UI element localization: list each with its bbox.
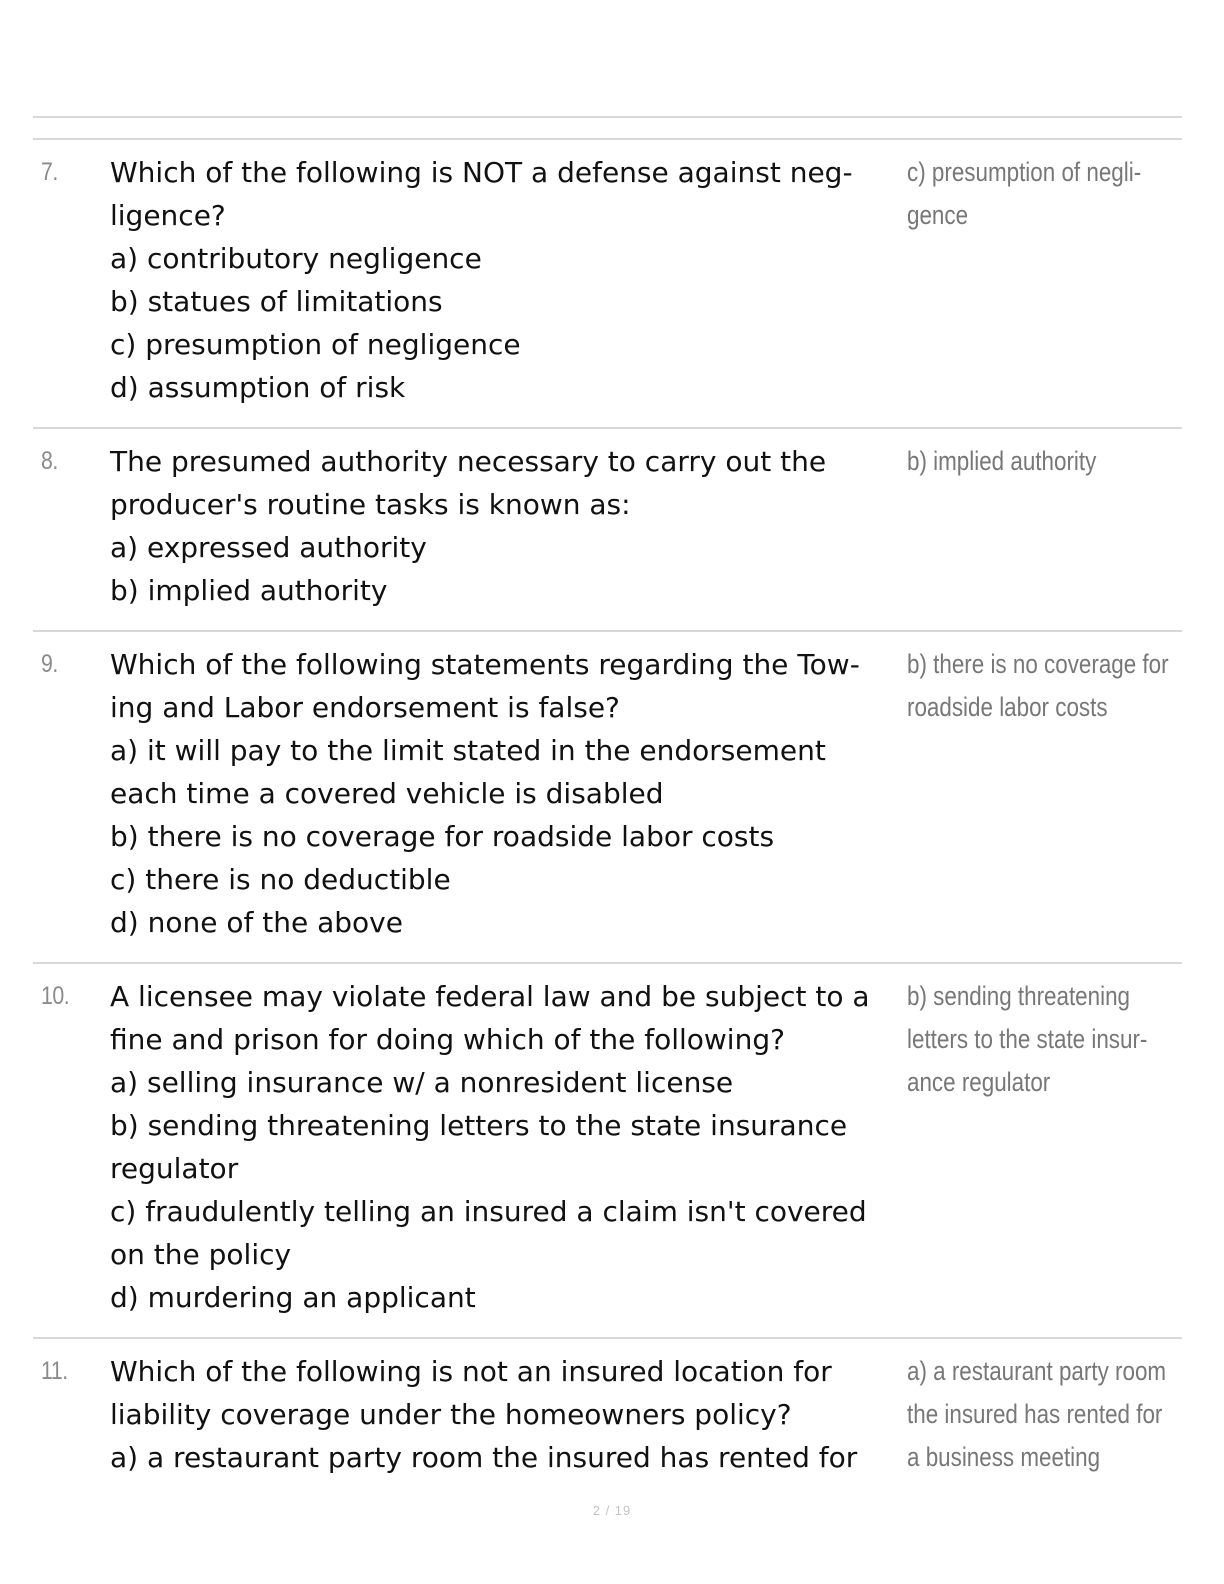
option-b: b) statues of limitations — [110, 285, 443, 318]
question-text — [110, 1350, 900, 1479]
card-number: 11. — [41, 1357, 68, 1385]
question-line: Which of the following statements regarding the Tow- — [110, 648, 860, 681]
option-c-continued: on the policy — [110, 1238, 292, 1271]
divider — [33, 427, 1182, 429]
option-a: a) a restaurant party room the insured has rented for — [110, 1441, 858, 1474]
answer-line: b) there is no coverage for — [907, 649, 1169, 679]
answer-line: gence — [907, 200, 969, 230]
answer-text — [907, 440, 1131, 483]
answer-text — [907, 643, 1169, 729]
answer-line: roadside labor costs — [907, 692, 1108, 722]
option-c: c) fraudulently telling an insured a claim isn't covered — [110, 1195, 867, 1228]
option-a-continued: each time a covered vehicle is disabled — [110, 777, 664, 810]
option-d: d) murdering an applicant — [110, 1281, 476, 1314]
question-line: ing and Labor endorsement is false? — [110, 691, 620, 724]
card-number: 9. — [41, 650, 58, 678]
option-d: d) assumption of risk — [110, 371, 406, 404]
answer-text — [907, 975, 1148, 1104]
divider — [33, 962, 1182, 964]
answer-text — [907, 1350, 1167, 1479]
question-line: Which of the following is NOT a defense against neg- — [110, 156, 853, 189]
question-text — [110, 151, 900, 409]
option-b: b) sending threatening letters to the state insurance — [110, 1109, 848, 1142]
option-a: a) selling insurance w/ a nonresident license — [110, 1066, 734, 1099]
page-number: 2 / 19 — [592, 1503, 632, 1518]
card-number: 10. — [41, 982, 70, 1010]
question-line: ligence? — [110, 199, 226, 232]
option-c: c) there is no deductible — [110, 863, 451, 896]
answer-line: b) sending threatening — [907, 981, 1131, 1011]
question-text — [110, 643, 900, 944]
question-line: Which of the following is not an insured location for — [110, 1355, 832, 1388]
option-a: a) contributory negligence — [110, 242, 482, 275]
answer-line: b) implied authority — [907, 446, 1097, 476]
question-line: A licensee may violate federal law and be subject to a — [110, 980, 870, 1013]
question-line: The presumed authority necessary to carry out the — [110, 445, 827, 478]
answer-line: letters to the state insur- — [907, 1024, 1148, 1054]
top-rule — [33, 116, 1182, 118]
answer-line: c) presumption of negli- — [907, 157, 1142, 187]
answer-line: a) a restaurant party room — [907, 1356, 1167, 1386]
option-b: b) implied authority — [110, 574, 388, 607]
option-a: a) it will pay to the limit stated in the endorsement — [110, 734, 826, 767]
card-number: 7. — [41, 158, 58, 186]
card-number: 8. — [41, 447, 58, 475]
option-b: b) there is no coverage for roadside labor costs — [110, 820, 775, 853]
question-text — [110, 440, 900, 612]
question-line: liability coverage under the homeowners policy? — [110, 1398, 792, 1431]
answer-line: the insured has rented for — [907, 1399, 1163, 1429]
question-line: fine and prison for doing which of the following? — [110, 1023, 785, 1056]
option-d: d) none of the above — [110, 906, 403, 939]
divider — [33, 138, 1182, 140]
answer-line: a business meeting — [907, 1442, 1101, 1472]
question-line: producer's routine tasks is known as: — [110, 488, 631, 521]
option-c: c) presumption of negligence — [110, 328, 521, 361]
option-a: a) expressed authority — [110, 531, 427, 564]
question-text — [110, 975, 900, 1319]
answer-text — [907, 151, 1142, 237]
answer-line: ance regulator — [907, 1067, 1051, 1097]
divider — [33, 630, 1182, 632]
option-b-continued: regulator — [110, 1152, 239, 1185]
divider — [33, 1337, 1182, 1339]
